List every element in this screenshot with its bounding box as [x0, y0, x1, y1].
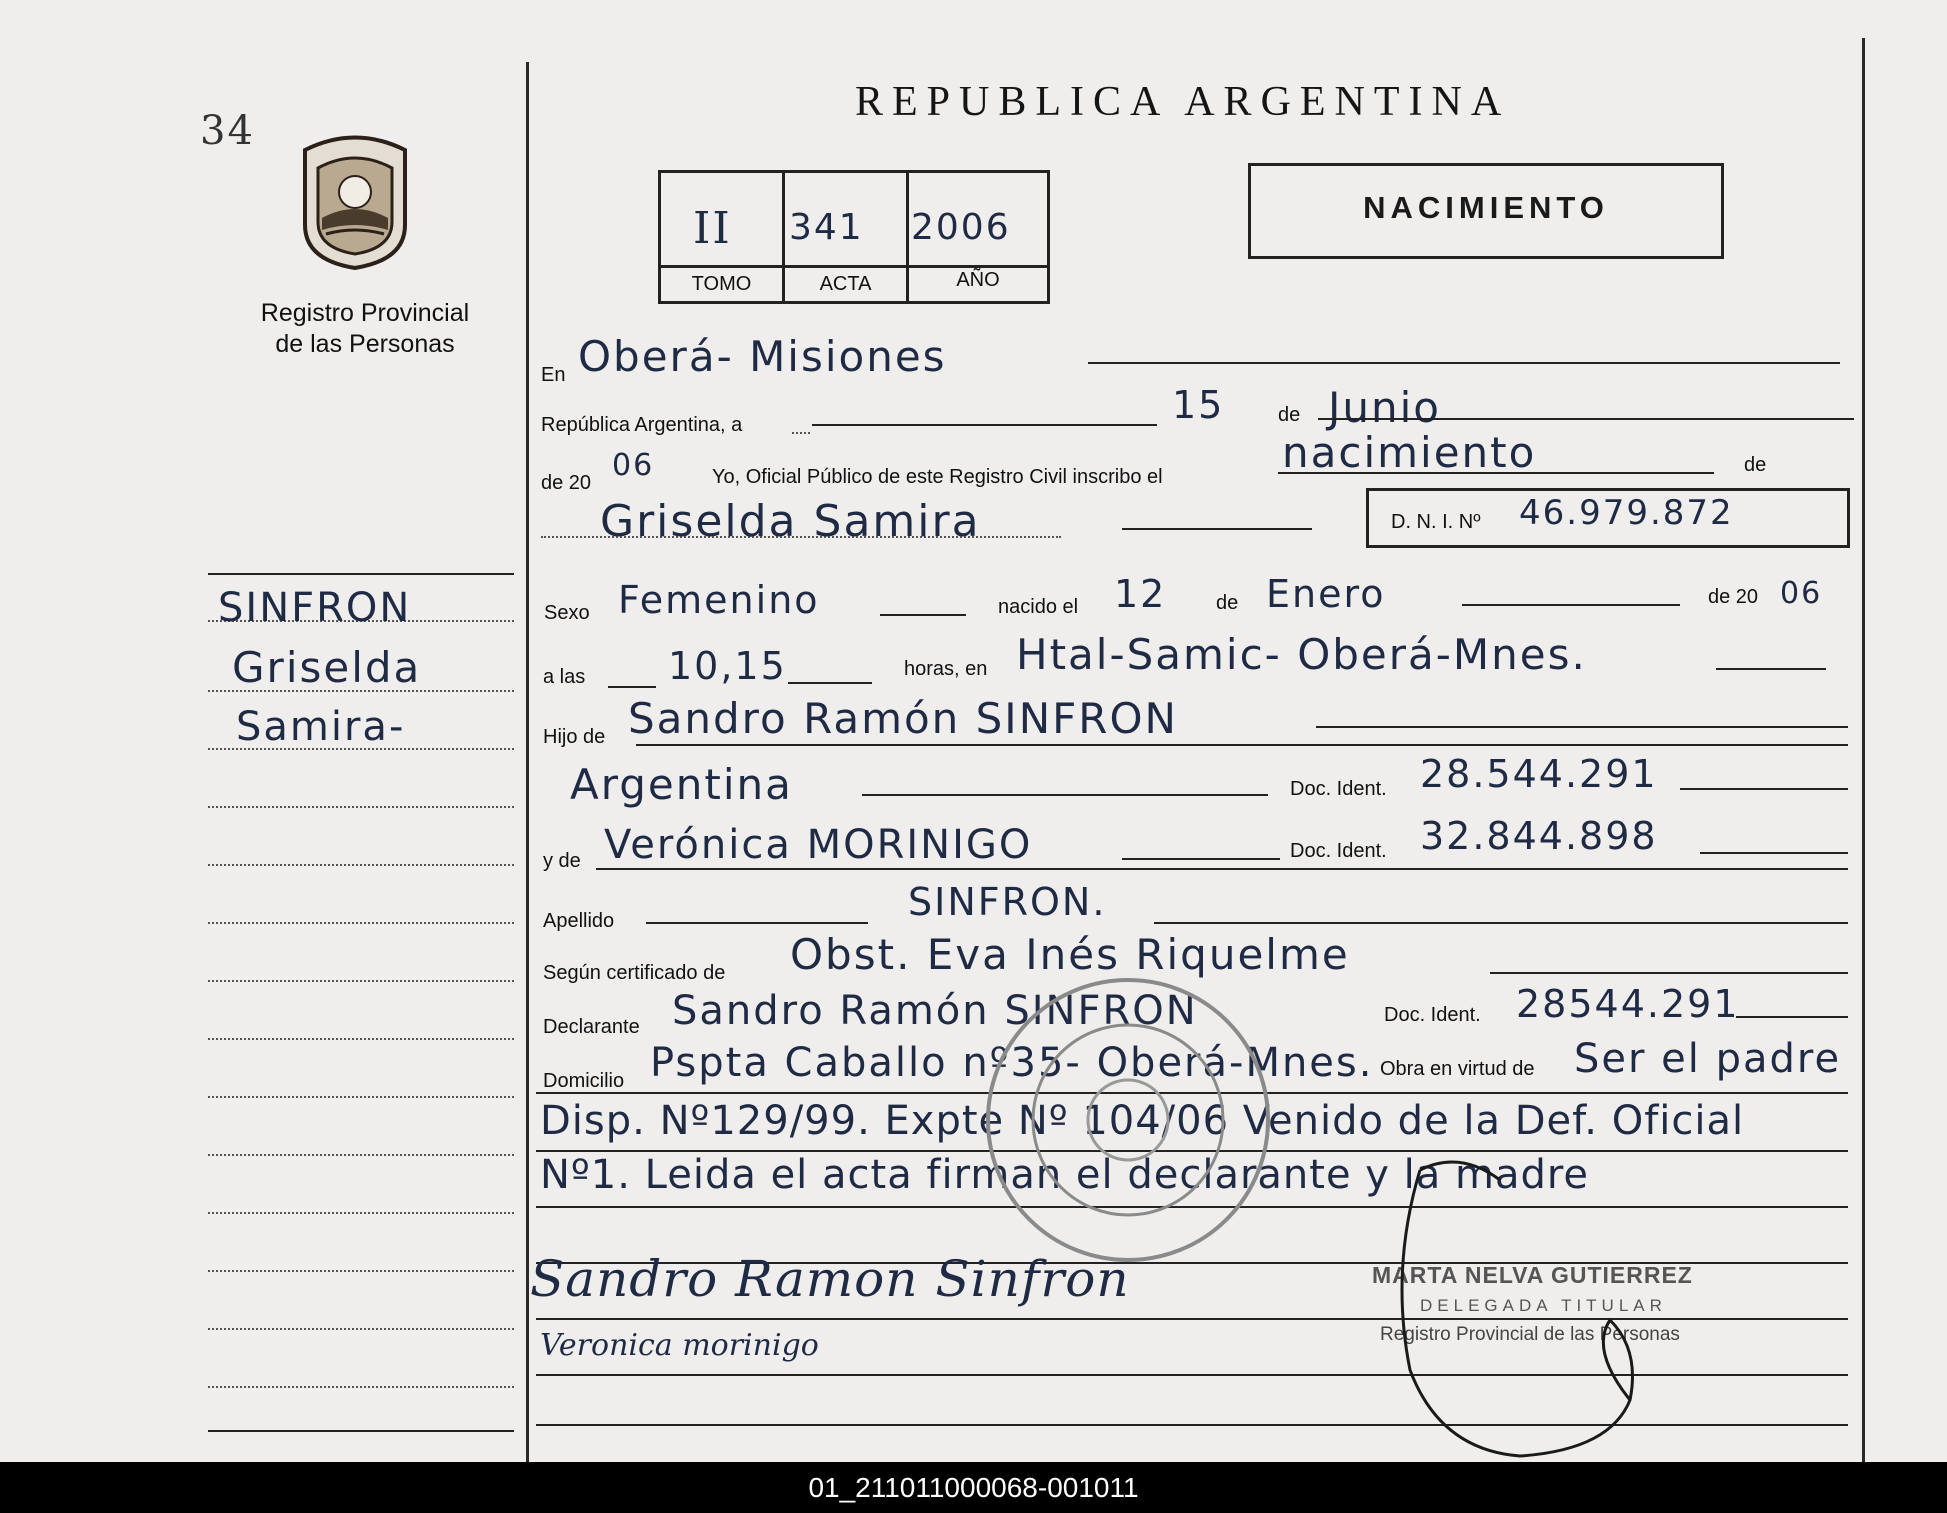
mother-name-value: Verónica MORINIGO	[604, 822, 1033, 868]
father-nationality-value: Argentina	[570, 760, 793, 809]
alas-label: a las	[543, 666, 586, 688]
de-label-2: de	[1744, 454, 1767, 476]
act-type-box	[1248, 163, 1724, 259]
dni-box	[1366, 488, 1850, 548]
tomo-value: II	[693, 203, 732, 254]
nacido-label: nacido el	[998, 596, 1079, 618]
doc-ident-label-mother: Doc. Ident.	[1290, 840, 1387, 862]
provincial-seal-icon	[290, 130, 420, 272]
month-value: Junio	[1328, 383, 1441, 432]
notes-line1: Disp. Nº129/99. Expte Nº 104/06 Venido de la Def. Oficial	[540, 1098, 1745, 1144]
official-title: DELEGADA TITULAR	[1420, 1296, 1667, 1315]
obra-label: Obra en virtud de	[1380, 1058, 1535, 1080]
apellido-value: SINFRON.	[908, 880, 1107, 924]
declarante-label: Declarante	[543, 1016, 640, 1038]
place-value: Oberá- Misiones	[578, 332, 947, 381]
birth-place-value: Htal-Samic- Oberá-Mnes.	[1016, 630, 1587, 679]
de20-label: de 20	[1708, 586, 1759, 608]
republica-label: República Argentina, a	[541, 414, 743, 436]
apellido-label: Apellido	[543, 910, 615, 932]
yde-label: y de	[543, 850, 581, 872]
dni-value: 46.979.872	[1519, 493, 1734, 533]
certificado-value: Obst. Eva Inés Riquelme	[790, 930, 1350, 979]
hijo-label: Hijo de	[543, 726, 606, 748]
page-number: 34	[200, 108, 255, 154]
father-name-value: Sandro Ramón SINFRON	[628, 694, 1178, 743]
domicilio-value: Pspta Caballo nº35- Oberá-Mnes.	[650, 1040, 1374, 1086]
child-name-value: Griselda Samira	[600, 496, 981, 547]
declarante-doc-value: 28544.291	[1516, 982, 1740, 1026]
birth-day-value: 12	[1114, 572, 1167, 616]
official-name: MARTA NELVA GUTIERREZ	[1372, 1262, 1693, 1288]
sexo-label: Sexo	[544, 602, 590, 624]
day-value: 15	[1172, 383, 1225, 427]
domicilio-label: Domicilio	[543, 1070, 625, 1092]
margin-first-name: Griselda	[232, 643, 422, 692]
en-label: En	[541, 364, 566, 386]
birth-time-value: 10,15	[668, 644, 787, 688]
segun-label: Según certificado de	[543, 962, 726, 984]
mother-signature: Veronica morinigo	[540, 1328, 819, 1363]
registry-name	[220, 298, 510, 360]
acta-label: ACTA	[819, 273, 872, 295]
margin-surname: SINFRON	[218, 585, 412, 631]
sexo-value: Femenino	[618, 578, 820, 622]
margin-middle-name: Samira-	[236, 704, 406, 750]
record-box	[658, 170, 1050, 304]
de-label-3: de	[1216, 592, 1239, 614]
right-border	[1862, 38, 1865, 1462]
anio-value: 2006	[911, 207, 1011, 248]
mother-doc-value: 32.844.898	[1420, 814, 1658, 858]
country-title: REPUBLICA ARGENTINA	[855, 79, 1511, 125]
horas-label: horas, en	[904, 658, 988, 680]
document-id-bar: 01_211011000068-001011	[0, 1462, 1947, 1513]
year-suffix-value: 06	[612, 448, 655, 483]
anio-label: AÑO	[956, 269, 1000, 291]
declarante-value: Sandro Ramón SINFRON	[672, 988, 1198, 1034]
year-prefix-label: de 20	[541, 472, 592, 494]
father-doc-value: 28.544.291	[1420, 752, 1658, 796]
doc-ident-label-declarante: Doc. Ident.	[1384, 1004, 1481, 1026]
official-stamp-icon	[978, 970, 1278, 1270]
father-signature: Sandro Ramon Sinfron	[530, 1250, 1130, 1308]
registry-name-line2: de las Personas	[275, 330, 455, 358]
birth-month-value: Enero	[1266, 572, 1386, 616]
notes-line2: Nº1. Leida el acta firman el declarante y la madre	[540, 1152, 1590, 1198]
acta-value: 341	[789, 207, 864, 248]
obra-value: Ser el padre	[1574, 1036, 1842, 1082]
official-signature-icon	[1380, 1150, 1650, 1470]
act-type-label: NACIMIENTO	[1363, 190, 1609, 225]
de-label: de	[1278, 404, 1301, 426]
registry-name-line1: Registro Provincial	[260, 299, 470, 327]
birth-year-suffix-value: 06	[1780, 576, 1823, 611]
official-registry: Registro Provincial de las Personas	[1380, 1324, 1680, 1345]
tomo-label: TOMO	[691, 273, 752, 295]
inscription-value: nacimiento	[1282, 428, 1537, 477]
doc-ident-label-father: Doc. Ident.	[1290, 778, 1387, 800]
oficial-label: Yo, Oficial Público de este Registro Civil inscribo el	[712, 466, 1163, 488]
column-divider	[526, 62, 529, 1462]
dni-label: D. N. I. Nº	[1391, 511, 1481, 533]
